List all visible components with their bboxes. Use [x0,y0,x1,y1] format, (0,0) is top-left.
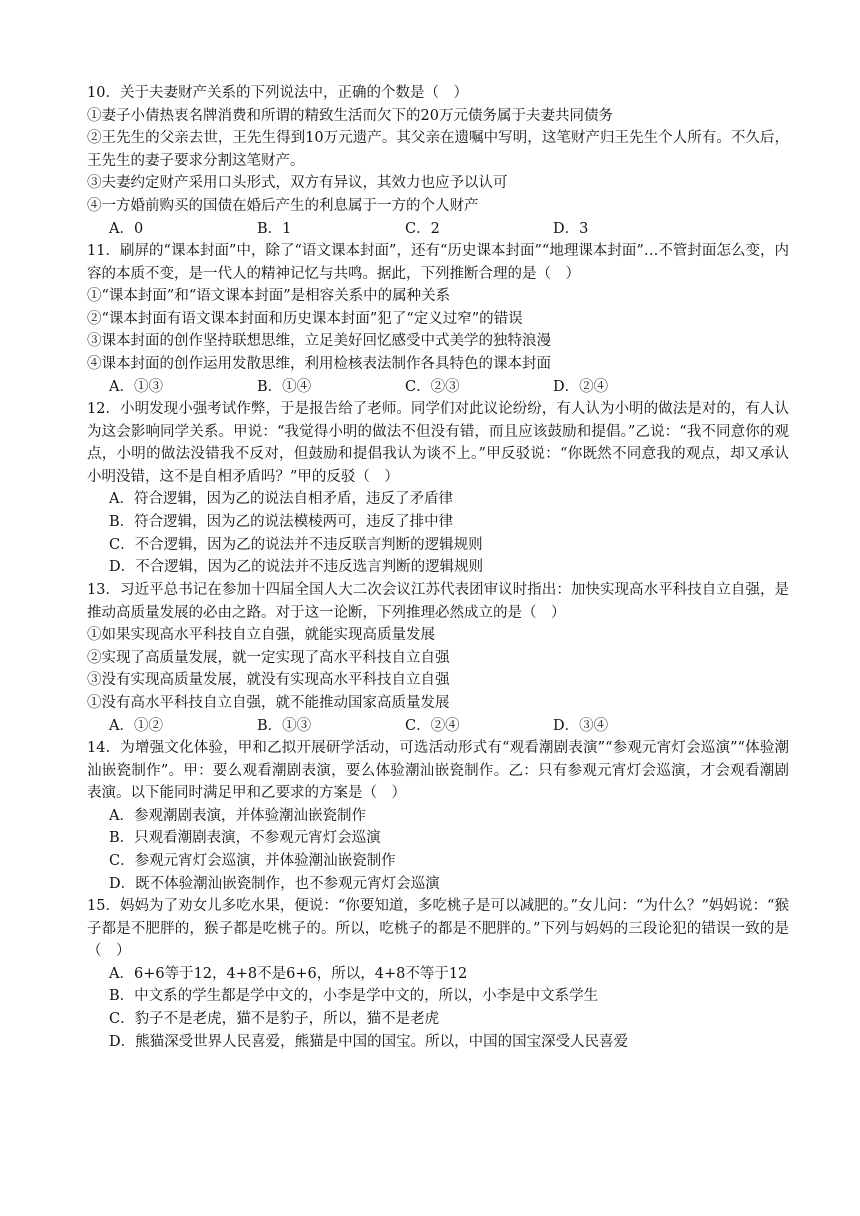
question-stem: 10．关于夫妻财产关系的下列说法中，正确的个数是（ ） [87,85,468,101]
option-d[interactable]: D．既不体验潮汕嵌瓷制作，也不参观元宵灯会巡演 [109,875,440,892]
question-stem: 14．为增强文化体验，甲和乙拟开展研学活动，可选活动形式有“观看潮剧表演”“参观元宵灯会巡演”“体验潮汕嵌瓷制作”。甲：要么观看潮剧表演，要么体验潮汕嵌瓷制作。乙：只有参观元宵灯会巡演，才会观看潮剧表演。以下能同时满足甲和乙要求的方案是（ ） [87,740,789,802]
option-d[interactable]: D．②④ [553,378,609,395]
option-b[interactable]: B．中文系的学生都是学中文的，小李是学中文的，所以，小李是中文系学生 [109,988,599,1005]
question-15 [87,895,789,1053]
statement: ①没有高水平科技自立自强，就不能推动国家高质量发展 [87,694,450,711]
question-stem: 13．习近平总书记在参加十四届全国人大二次会议江苏代表团审议时指出：加快实现高水平科技自立自强，是推动高质量发展的必由之路。对于这一论断，下列推理必然成立的是（ ） [87,582,789,621]
option-a[interactable]: A．①③ [109,378,163,395]
option-d[interactable]: D．③④ [553,717,609,734]
option-b[interactable]: B．①③ [257,717,312,734]
option-b[interactable]: B．符合逻辑，因为乙的说法模棱两可，违反了排中律 [109,513,454,530]
statement: ②王先生的父亲去世，王先生得到10万元遗产。其父亲在遗嘱中写明，这笔财产归王先生个人所有。不久后，王先生的妻子要求分割这笔财产。 [87,130,789,169]
option-c[interactable]: C．不合逻辑，因为乙的说法并不违反联言判断的逻辑规则 [109,536,483,553]
statement: ④一方婚前购买的国债在婚后产生的利息属于一方的个人财产 [87,197,479,214]
option-d[interactable]: D．熊猫深受世界人民喜爱，熊猫是中国的国宝。所以，中国的国宝深受人民喜爱 [109,1033,629,1050]
statement: ③没有实现高质量发展，就没有实现高水平科技自立自强 [87,672,450,689]
option-c[interactable]: C．参观元宵灯会巡演，并体验潮汕嵌瓷制作 [109,852,396,869]
question-13 [87,579,789,737]
option-c[interactable]: C．②③ [405,378,460,395]
option-c[interactable]: C．豹子不是老虎，猫不是豹子，所以，猫不是老虎 [109,1010,440,1027]
statement: ①“课本封面”和“语文课本封面”是相容关系中的属种关系 [87,288,451,305]
option-d[interactable]: D．3 [553,220,589,237]
statement: ④课本封面的创作运用发散思维，利用检核表法制作各具特色的课本封面 [87,355,551,372]
question-stem: 11．刷屏的“课本封面”中，除了“语文课本封面”，还有“历史课本封面”“地理课本封面”…不管封面怎么变，内容的本质不变，是一代人的精神记忆与共鸣。据此，下列推断合理的是（ ） [87,243,789,282]
question-14 [87,737,789,895]
option-a[interactable]: A．6+6等于12，4+8不是6+6，所以，4+8不等于12 [109,965,468,982]
option-c[interactable]: C．②④ [405,717,460,734]
question-10 [87,82,789,240]
options-row [87,376,789,399]
statement: ③课本封面的创作坚持联想思维，立足美好回忆感受中式美学的独特浪漫 [87,333,551,350]
question-11 [87,240,789,398]
statement: ②“课本封面有语文课本封面和历史课本封面”犯了“定义过窄”的错误 [87,310,523,327]
statement: ②实现了高质量发展，就一定实现了高水平科技自立自强 [87,649,450,666]
option-b[interactable]: B．1 [257,220,292,237]
statement: ①妻子小倩热衷名牌消费和所谓的精致生活而欠下的20万元债务属于夫妻共同债务 [87,107,613,124]
question-12 [87,398,789,579]
option-b[interactable]: B．①④ [257,378,312,395]
option-c[interactable]: C．2 [405,220,440,237]
question-stem: 12．小明发现小强考试作弊，于是报告给了老师。同学们对此议论纷纷，有人认为小明的做法是对的，有人认为这会影响同学关系。甲说：“我觉得小明的做法不但没有错，而且应该鼓励和提倡。”乙说：“我不同意你的观点，小明的做法没错我不反对，但鼓励和提倡我认为谈不上。”甲反驳说：“你既然不同意我的观点，却又承认小明没错，这不是自相矛盾吗？”甲的反驳（ ） [87,401,789,485]
statement: ③夫妻约定财产采用口头形式，双方有异议，其效力也应予以认可 [87,175,508,192]
option-a[interactable]: A．参观潮剧表演，并体验潮汕嵌瓷制作 [109,807,366,824]
option-b[interactable]: B．只观看潮剧表演，不参观元宵灯会巡演 [109,830,381,847]
statement: ①如果实现高水平科技自立自强，就能实现高质量发展 [87,627,435,644]
option-a[interactable]: A．①② [109,717,163,734]
option-a[interactable]: A．0 [109,220,144,237]
option-d[interactable]: D．不合逻辑，因为乙的说法并不违反选言判断的逻辑规则 [109,559,484,576]
options-row [87,218,789,241]
question-stem: 15．妈妈为了劝女儿多吃水果，便说：“你要知道，多吃桃子是可以减肥的。”女儿问：“为什么？”妈妈说：“猴子都是不肥胖的，猴子都是吃桃子的。所以，吃桃子的都是不肥胖的。”下列与妈妈的三段论犯的错误一致的是（ ） [87,898,789,960]
options-row [87,715,789,738]
option-a[interactable]: A．符合逻辑，因为乙的说法自相矛盾，违反了矛盾律 [109,491,453,508]
